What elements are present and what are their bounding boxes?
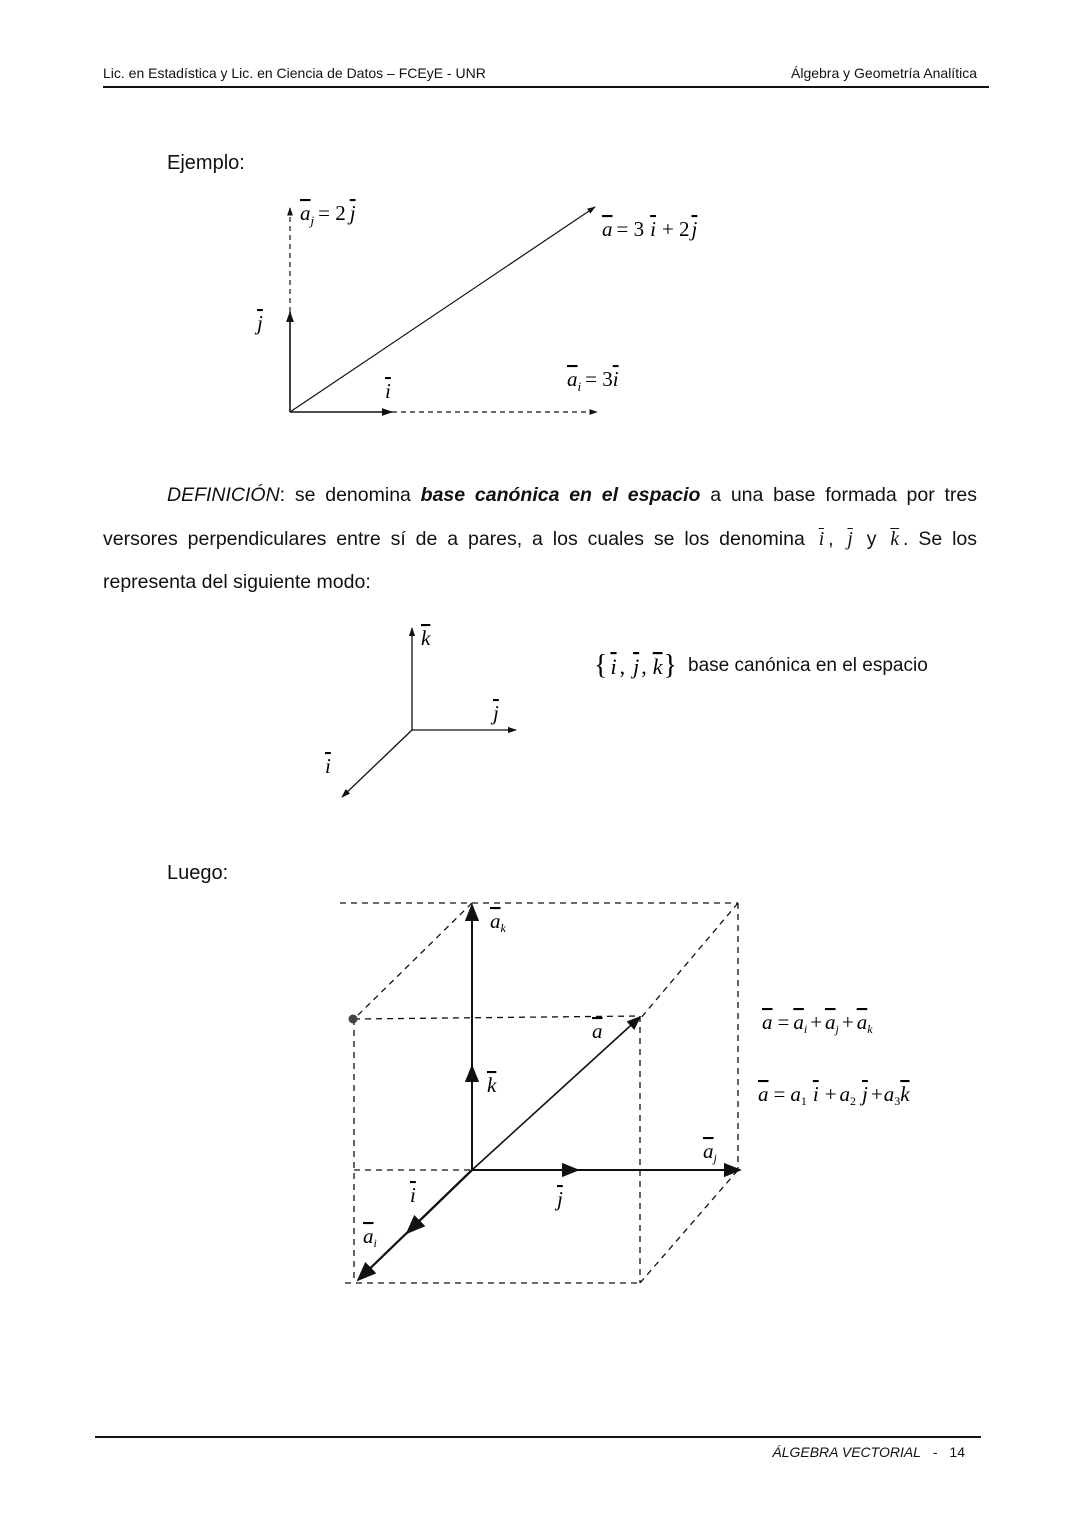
fig1-aj-label: $a_j = 2$ j	[300, 201, 356, 228]
fig1-graphics	[290, 207, 597, 412]
def-vector-k: $\overline{k}$	[890, 528, 900, 550]
def-vector-i: $\overline{i}$	[818, 528, 825, 550]
page-footer: ÁLGEBRA VECTORIAL - 14	[95, 1436, 981, 1438]
fig1-i-label: i	[385, 379, 391, 403]
header-subject: Álgebra y Geometría Analítica	[791, 65, 977, 81]
footer-section: ÁLGEBRA VECTORIAL	[772, 1444, 921, 1460]
fig2-graphics	[342, 628, 516, 797]
fig3-cube	[340, 903, 738, 1283]
fig3-ak-label: ak	[490, 909, 506, 935]
fig1-a-vector-arrow	[290, 207, 595, 412]
then-label: Luego:	[167, 862, 229, 884]
fig1-ai-label: $a_i = 3i$	[567, 367, 619, 394]
fig3-a-label: a	[592, 1019, 603, 1043]
fig2-j-label: j	[493, 701, 499, 725]
def-vector-j: $\overline{j}$	[847, 528, 853, 550]
fig2-i-label: i	[325, 754, 331, 778]
basis-caption: base canónica en el espacio	[688, 655, 928, 676]
fig3-j-label: j	[557, 1187, 563, 1211]
fig3-corner-point	[349, 1015, 358, 1024]
fig3-vectors	[358, 905, 740, 1280]
header-course: Lic. en Estadística y Lic. en Ciencia de Datos – FCEyE - UNR	[103, 65, 486, 81]
fig3-aj-label: aj	[703, 1139, 717, 1165]
fig3-a-arrow	[472, 1017, 640, 1170]
fig3-k-label: k	[487, 1073, 497, 1097]
definition-bold-term: base canónica en el espacio	[420, 484, 701, 506]
fig2-i-axis	[342, 730, 412, 797]
fig2-basis-set: { i , j, k}	[594, 650, 677, 681]
definition-paragraph: DEFINICIÓN: se denomina base canónica en el espacio a una base formada por tres versores perpendiculares entre sí de a pares, a los cuales se los denomina $\overline{i}$ , $\overline{j}$ y $\overline{k}$ . Se los representa del siguiente modo:	[103, 484, 977, 593]
example-label: Ejemplo:	[167, 152, 245, 174]
fig1-a-label: a = 3 i + 2j	[602, 217, 698, 241]
fig3-i-label: i	[410, 1183, 416, 1207]
fig3-i-arrow	[407, 1170, 472, 1233]
fig1-j-label: j	[257, 311, 263, 335]
fig3-ai-label: ai	[363, 1224, 377, 1250]
fig3-equation-sum: a = ai + aj + ak	[762, 1010, 873, 1036]
definition-term: DEFINICIÓN	[167, 484, 280, 506]
page-number: 14	[949, 1444, 965, 1460]
fig3-equation-components: a = a1 i + a2 j +a3k	[758, 1082, 910, 1108]
fig2-k-label: k	[421, 626, 431, 650]
